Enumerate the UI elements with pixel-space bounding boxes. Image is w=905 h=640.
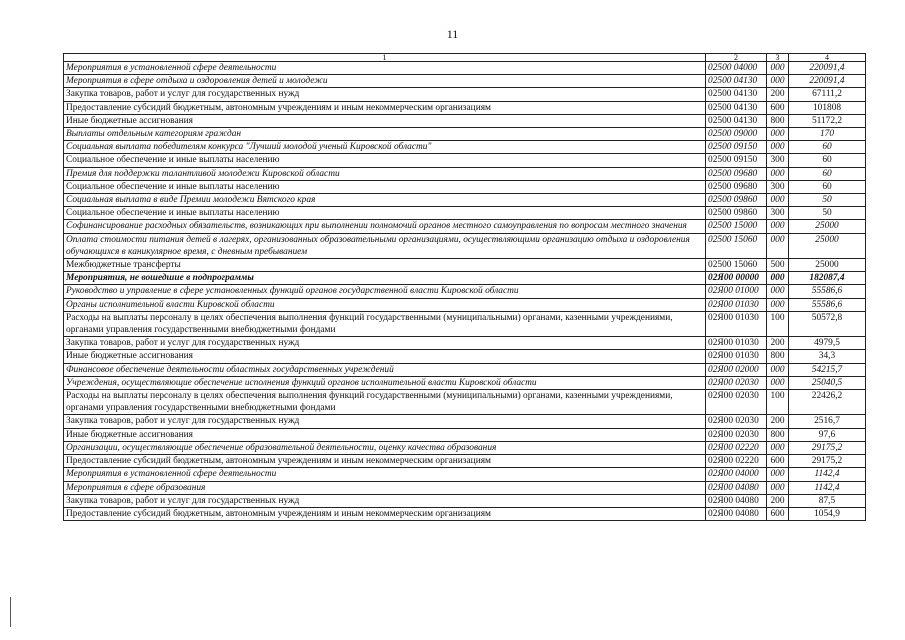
header-col-2: 2 (706, 54, 767, 62)
row-code-cell: 02Я00 02030 (706, 415, 767, 428)
row-code-cell: 02Я00 01030 (706, 350, 767, 363)
page-number: 11 (446, 27, 459, 41)
row-amount-cell: 182087,4 (789, 272, 866, 285)
row-code-cell: 02500 15060 (706, 233, 767, 258)
table-row (64, 337, 866, 350)
row-vr-cell: 600 (767, 455, 789, 468)
row-amount-cell: 29175,2 (789, 455, 866, 468)
row-amount-cell: 220091,4 (789, 62, 866, 75)
row-code-cell: 02500 04130 (706, 75, 767, 88)
table-row (64, 220, 866, 233)
table-row (64, 311, 866, 336)
row-name-cell: Софинансирование расходных обязательств, возникающих при выполнении полномочий органов местного самоуправления по вопросам местного значения (64, 220, 706, 233)
row-code-cell: 02Я00 04000 (706, 468, 767, 481)
row-vr-cell: 000 (767, 441, 789, 454)
row-vr-cell: 000 (767, 75, 789, 88)
row-code-cell: 02Я00 00000 (706, 272, 767, 285)
row-amount-cell: 2516,7 (789, 415, 866, 428)
row-amount-cell: 25000 (789, 233, 866, 258)
row-amount-cell: 60 (789, 154, 866, 167)
table-row (64, 507, 866, 520)
margin-mark (10, 597, 11, 627)
header-col-3: 3 (767, 54, 789, 62)
row-code-cell: 02Я00 02030 (706, 376, 767, 389)
row-vr-cell: 200 (767, 415, 789, 428)
row-name-cell: Закупка товаров, работ и услуг для государственных нужд (64, 415, 706, 428)
row-vr-cell: 000 (767, 128, 789, 141)
row-code-cell: 02Я00 02220 (706, 455, 767, 468)
table-header-row (64, 54, 866, 62)
table-row (64, 101, 866, 114)
row-name-cell: Социальное обеспечение и иные выплаты населению (64, 180, 706, 193)
row-name-cell: Расходы на выплаты персоналу в целях обеспечения выполнения функций государственными (муниципальными) органами, казенными учреждениями, органами управления государственными внебюджетными фондами (64, 390, 706, 415)
table-row (64, 390, 866, 415)
row-code-cell: 02500 09150 (706, 154, 767, 167)
row-name-cell: Руководство и управление в сфере установленных функций органов государственной власти Кировской области (64, 285, 706, 298)
table-row (64, 468, 866, 481)
table-row (64, 455, 866, 468)
row-code-cell: 02Я00 04080 (706, 507, 767, 520)
row-amount-cell: 60 (789, 180, 866, 193)
row-code-cell: 02Я00 04080 (706, 494, 767, 507)
table-row (64, 494, 866, 507)
row-code-cell: 02Я00 01000 (706, 285, 767, 298)
row-code-cell: 02500 04000 (706, 62, 767, 75)
table-row (64, 285, 866, 298)
row-amount-cell: 51172,2 (789, 114, 866, 127)
row-amount-cell: 170 (789, 128, 866, 141)
row-code-cell: 02500 09860 (706, 194, 767, 207)
row-vr-cell: 000 (767, 298, 789, 311)
row-amount-cell: 29175,2 (789, 441, 866, 454)
row-amount-cell: 22426,2 (789, 390, 866, 415)
row-name-cell: Закупка товаров, работ и услуг для государственных нужд (64, 88, 706, 101)
row-code-cell: 02500 15000 (706, 220, 767, 233)
row-amount-cell: 220091,4 (789, 75, 866, 88)
row-code-cell: 02500 04130 (706, 114, 767, 127)
table-row (64, 75, 866, 88)
row-name-cell: Межбюджетные трансферты (64, 259, 706, 272)
table-row (64, 128, 866, 141)
row-code-cell: 02Я00 02030 (706, 428, 767, 441)
row-code-cell: 02Я00 02030 (706, 390, 767, 415)
row-vr-cell: 000 (767, 233, 789, 258)
row-name-cell: Выплаты отдельным категориям граждан (64, 128, 706, 141)
row-name-cell: Мероприятия в установленной сфере деятельности (64, 468, 706, 481)
row-amount-cell: 50 (789, 207, 866, 220)
row-name-cell: Органы исполнительной власти Кировской области (64, 298, 706, 311)
table-row (64, 259, 866, 272)
row-code-cell: 02500 04130 (706, 101, 767, 114)
row-code-cell: 02500 09860 (706, 207, 767, 220)
row-amount-cell: 87,5 (789, 494, 866, 507)
row-amount-cell: 4979,5 (789, 337, 866, 350)
table-row (64, 363, 866, 376)
row-amount-cell: 1142,4 (789, 468, 866, 481)
row-amount-cell: 60 (789, 167, 866, 180)
row-vr-cell: 200 (767, 88, 789, 101)
row-amount-cell: 55586,6 (789, 285, 866, 298)
row-vr-cell: 300 (767, 180, 789, 193)
row-name-cell: Расходы на выплаты персоналу в целях обеспечения выполнения функций государственными (муниципальными) органами, казенными учреждениями, органами управления государственными внебюджетными фондами (64, 311, 706, 336)
row-amount-cell: 97,6 (789, 428, 866, 441)
table-row (64, 233, 866, 258)
budget-table (63, 53, 866, 521)
row-vr-cell: 500 (767, 259, 789, 272)
row-vr-cell: 000 (767, 167, 789, 180)
row-name-cell: Премия для поддержки талантливой молодежи Кировской области (64, 167, 706, 180)
row-name-cell: Закупка товаров, работ и услуг для государственных нужд (64, 337, 706, 350)
row-code-cell: 02Я00 01030 (706, 311, 767, 336)
row-vr-cell: 000 (767, 194, 789, 207)
row-code-cell: 02Я00 01030 (706, 337, 767, 350)
row-name-cell: Мероприятия в сфере образования (64, 481, 706, 494)
row-code-cell: 02500 04130 (706, 88, 767, 101)
row-code-cell: 02500 09680 (706, 180, 767, 193)
row-name-cell: Иные бюджетные ассигнования (64, 428, 706, 441)
row-vr-cell: 000 (767, 363, 789, 376)
row-amount-cell: 50572,8 (789, 311, 866, 336)
row-amount-cell: 25040,5 (789, 376, 866, 389)
row-amount-cell: 34,3 (789, 350, 866, 363)
table-row (64, 88, 866, 101)
row-code-cell: 02500 09680 (706, 167, 767, 180)
row-vr-cell: 100 (767, 311, 789, 336)
row-name-cell: Оплата стоимости питания детей в лагерях, организованных образовательными организациями, осуществляющими организацию отдыха и оздоровления обучающихся в каникулярное время, с дневным пребыванием (64, 233, 706, 258)
row-name-cell: Мероприятия в установленной сфере деятельности (64, 62, 706, 75)
row-vr-cell: 800 (767, 428, 789, 441)
row-name-cell: Предоставление субсидий бюджетным, автономным учреждениям и иным некоммерческим организациям (64, 507, 706, 520)
table-row (64, 428, 866, 441)
row-vr-cell: 600 (767, 507, 789, 520)
row-code-cell: 02500 09150 (706, 141, 767, 154)
table-row (64, 62, 866, 75)
row-vr-cell: 000 (767, 141, 789, 154)
table-row (64, 376, 866, 389)
row-amount-cell: 50 (789, 194, 866, 207)
row-name-cell: Организации, осуществляющие обеспечение образовательной деятельности, оценку качества образования (64, 441, 706, 454)
row-name-cell: Иные бюджетные ассигнования (64, 350, 706, 363)
row-amount-cell: 101808 (789, 101, 866, 114)
row-amount-cell: 67111,2 (789, 88, 866, 101)
row-name-cell: Социальная выплата победителям конкурса "Лучший молодой ученый Кировской области" (64, 141, 706, 154)
row-name-cell: Финансовое обеспечение деятельности областных государственных учреждений (64, 363, 706, 376)
row-code-cell: 02Я00 01030 (706, 298, 767, 311)
header-col-4: 4 (789, 54, 866, 62)
row-vr-cell: 000 (767, 62, 789, 75)
row-vr-cell: 000 (767, 468, 789, 481)
row-vr-cell: 000 (767, 376, 789, 389)
table-row (64, 114, 866, 127)
row-vr-cell: 000 (767, 285, 789, 298)
table-row (64, 350, 866, 363)
row-code-cell: 02500 09000 (706, 128, 767, 141)
row-vr-cell: 600 (767, 101, 789, 114)
header-col-1: 1 (64, 54, 706, 62)
row-name-cell: Мероприятия в сфере отдыха и оздоровления детей и молодежи (64, 75, 706, 88)
table-row (64, 298, 866, 311)
row-code-cell: 02Я00 02000 (706, 363, 767, 376)
table-row (64, 141, 866, 154)
row-amount-cell: 25000 (789, 259, 866, 272)
row-name-cell: Предоставление субсидий бюджетным, автономным учреждениям и иным некоммерческим организациям (64, 101, 706, 114)
table-row (64, 272, 866, 285)
row-vr-cell: 200 (767, 494, 789, 507)
row-amount-cell: 1054,9 (789, 507, 866, 520)
row-amount-cell: 54215,7 (789, 363, 866, 376)
row-vr-cell: 100 (767, 390, 789, 415)
row-vr-cell: 000 (767, 220, 789, 233)
row-vr-cell: 300 (767, 154, 789, 167)
table-row (64, 194, 866, 207)
table-row (64, 415, 866, 428)
row-name-cell: Мероприятия, не вошедшие в подпрограммы (64, 272, 706, 285)
row-name-cell: Предоставление субсидий бюджетным, автономным учреждениям и иным некоммерческим организациям (64, 455, 706, 468)
row-code-cell: 02500 15060 (706, 259, 767, 272)
row-amount-cell: 60 (789, 141, 866, 154)
table-row (64, 441, 866, 454)
row-name-cell: Учреждения, осуществляющие обеспечение исполнения функций органов исполнительной власти Кировской области (64, 376, 706, 389)
table-row (64, 180, 866, 193)
row-name-cell: Социальное обеспечение и иные выплаты населению (64, 207, 706, 220)
row-vr-cell: 000 (767, 481, 789, 494)
row-name-cell: Социальное обеспечение и иные выплаты населению (64, 154, 706, 167)
table-row (64, 207, 866, 220)
row-vr-cell: 800 (767, 350, 789, 363)
table-row (64, 481, 866, 494)
row-name-cell: Иные бюджетные ассигнования (64, 114, 706, 127)
row-vr-cell: 200 (767, 337, 789, 350)
row-code-cell: 02Я00 02220 (706, 441, 767, 454)
row-vr-cell: 000 (767, 272, 789, 285)
row-amount-cell: 25000 (789, 220, 866, 233)
row-amount-cell: 55586,6 (789, 298, 866, 311)
row-name-cell: Закупка товаров, работ и услуг для государственных нужд (64, 494, 706, 507)
table-row (64, 167, 866, 180)
row-vr-cell: 800 (767, 114, 789, 127)
row-name-cell: Социальная выплата в виде Премии молодежи Вятского края (64, 194, 706, 207)
row-code-cell: 02Я00 04080 (706, 481, 767, 494)
table-row (64, 154, 866, 167)
row-amount-cell: 1142,4 (789, 481, 866, 494)
row-vr-cell: 300 (767, 207, 789, 220)
